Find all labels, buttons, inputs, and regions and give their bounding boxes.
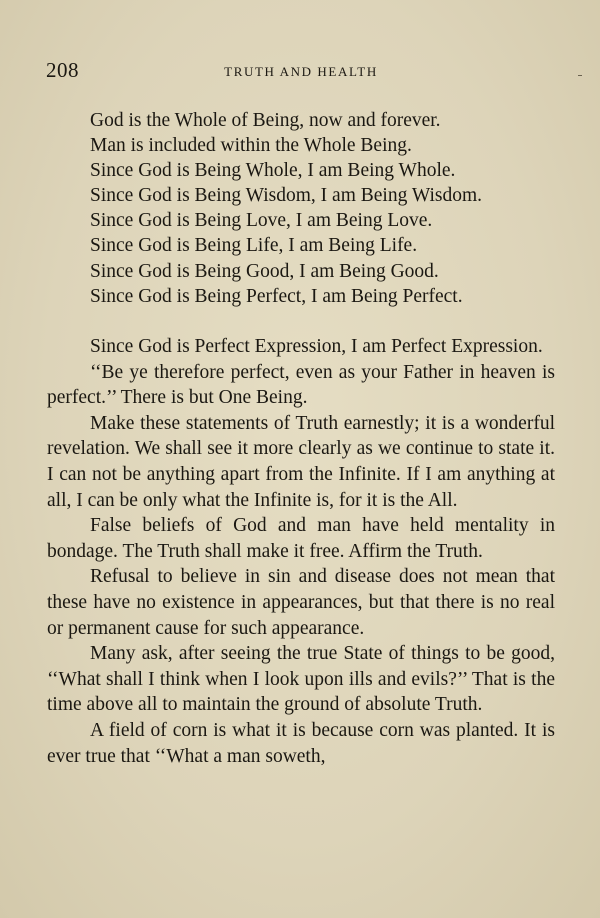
verse-line: Since God is Being Life, I am Being Life.	[90, 235, 418, 257]
verse-line: God is the Whole of Being, now and forever.	[90, 110, 441, 131]
page-number: 208	[46, 58, 79, 82]
paragraph: Many ask, after seeing the true State of things to be good, ‘‘What shall I think when I look upon ills and evils?’’ That is the time above all to maintain the ground of absolute Truth.	[47, 643, 555, 716]
paragraph: Since God is Perfect Expression, I am Perfect Expression.	[90, 336, 543, 357]
affirmation-verse	[90, 108, 560, 309]
verse-line: Man is included within the Whole Being.	[90, 135, 412, 157]
paragraph: Make these statements of Truth earnestly; it is a wonderful revelation. We shall see it more clearly as we continue to state it. I can not be anything apart from the Infinite. If I am anything at all, I can be only what the Infinite is, for it is the All.	[47, 412, 555, 511]
paragraph: Refusal to believe in sin and disease does not mean that these have no existence in appearances, but that there is no real or permanent cause for such appearance.	[47, 566, 555, 639]
verse-line: Since God is Being Love, I am Being Love.	[90, 210, 433, 232]
page-header	[46, 58, 556, 88]
running-head: TRUTH AND HEALTH	[224, 64, 378, 79]
margin-mark	[578, 75, 582, 76]
paragraph: False beliefs of God and man have held mentality in bondage. The Truth shall make it free. Affirm the Truth.	[47, 515, 555, 562]
body-text	[47, 334, 555, 769]
verse-line: Since God is Being Good, I am Being Good.	[90, 260, 439, 282]
paragraph: A field of corn is what it is because corn was planted. It is ever true that ‘‘What a man soweth,	[47, 719, 555, 767]
verse-line: Since God is Being Whole, I am Being Whole.	[90, 160, 456, 182]
paragraph: ‘‘Be ye therefore perfect, even as your Father in heaven is perfect.’’ There is but One Being.	[47, 361, 555, 409]
verse-line: Since God is Being Perfect, I am Being Perfect.	[90, 285, 463, 307]
verse-line: Since God is Being Wisdom, I am Being Wisdom.	[90, 185, 483, 207]
